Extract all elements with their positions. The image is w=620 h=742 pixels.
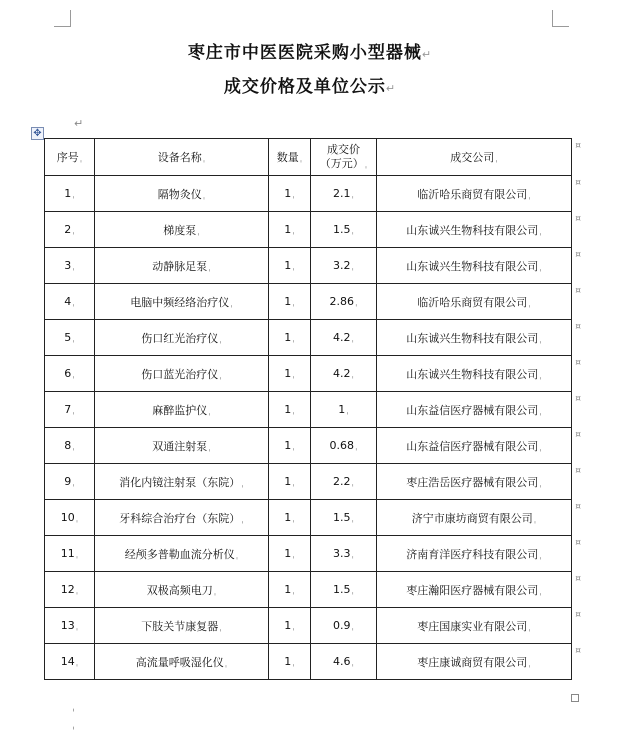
cell-company: 山东诚兴生物科技有限公司ˌ ¤ bbox=[377, 212, 572, 248]
cell-qty: 1ˌ bbox=[269, 320, 311, 356]
cell-name: 双通注射泵ˌ bbox=[95, 428, 269, 464]
table-row bbox=[45, 500, 572, 536]
cell-seq: 9ˌ bbox=[45, 464, 95, 500]
cell-seq: 11ˌ bbox=[45, 536, 95, 572]
cell-seq: 14ˌ bbox=[45, 644, 95, 680]
table-row bbox=[45, 536, 572, 572]
cell-qty: 1ˌ bbox=[269, 608, 311, 644]
header-qty: 数量ˌ bbox=[269, 139, 311, 176]
cell-name: 伤口红光治疗仪ˌ bbox=[95, 320, 269, 356]
cell-seq: 7ˌ bbox=[45, 392, 95, 428]
cell-company: 临沂哈乐商贸有限公司ˌ ¤ bbox=[377, 176, 572, 212]
header-company: 成交公司ˌ ¤ bbox=[377, 139, 572, 176]
cell-company: 山东益信医疗器械有限公司ˌ ¤ bbox=[377, 392, 572, 428]
cell-qty: 1ˌ bbox=[269, 248, 311, 284]
cell-company: 济宁市康坊商贸有限公司ˌ ¤ bbox=[377, 500, 572, 536]
paragraph-mark-icon: ˌ bbox=[72, 718, 76, 731]
cell-name: 伤口蓝光治疗仪ˌ bbox=[95, 356, 269, 392]
cell-qty: 1ˌ bbox=[269, 212, 311, 248]
cell-qty: 1ˌ bbox=[269, 644, 311, 680]
cell-company: 枣庄国康实业有限公司ˌ ¤ bbox=[377, 608, 572, 644]
crop-mark-top-left bbox=[54, 10, 71, 27]
cell-qty: 1ˌ bbox=[269, 176, 311, 212]
cell-seq: 1ˌ bbox=[45, 176, 95, 212]
cell-price: 4.2ˌ bbox=[311, 320, 377, 356]
cell-qty: 1ˌ bbox=[269, 536, 311, 572]
cell-seq: 3ˌ bbox=[45, 248, 95, 284]
cell-price: 3.2ˌ bbox=[311, 248, 377, 284]
table-row bbox=[45, 608, 572, 644]
table-row bbox=[45, 356, 572, 392]
cell-company: 济南育洋医疗科技有限公司ˌ ¤ bbox=[377, 536, 572, 572]
cell-qty: 1ˌ bbox=[269, 284, 311, 320]
cell-name: 牙科综合治疗台（东院）ˌ bbox=[95, 500, 269, 536]
cell-price: 1ˌ bbox=[311, 392, 377, 428]
cell-name: 下肢关节康复器ˌ bbox=[95, 608, 269, 644]
table-body bbox=[45, 176, 581, 680]
paragraph-mark-icon: ˌ bbox=[72, 700, 76, 713]
table-move-handle-icon[interactable]: ✥ bbox=[31, 127, 44, 140]
cell-price: 4.2ˌ bbox=[311, 356, 377, 392]
cell-price: 2.1ˌ bbox=[311, 176, 377, 212]
cell-company: 山东诚兴生物科技有限公司ˌ ¤ bbox=[377, 248, 572, 284]
cell-name: 双极高频电刀ˌ bbox=[95, 572, 269, 608]
cell-price: 0.68ˌ bbox=[311, 428, 377, 464]
cell-name: 高流量呼吸湿化仪ˌ bbox=[95, 644, 269, 680]
crop-mark-top-right bbox=[552, 10, 569, 27]
cell-qty: 1ˌ bbox=[269, 464, 311, 500]
cell-company: 山东诚兴生物科技有限公司ˌ ¤ bbox=[377, 356, 572, 392]
header-seq: 序号ˌ bbox=[45, 139, 95, 176]
table-row bbox=[45, 284, 572, 320]
cell-seq: 13ˌ bbox=[45, 608, 95, 644]
table-resize-handle-icon[interactable] bbox=[571, 694, 579, 702]
cell-qty: 1ˌ bbox=[269, 500, 311, 536]
cell-seq: 12ˌ bbox=[45, 572, 95, 608]
cell-company: 枣庄瀚阳医疗器械有限公司ˌ ¤ bbox=[377, 572, 572, 608]
table-row bbox=[45, 248, 572, 284]
cell-name: 隔物灸仪ˌ bbox=[95, 176, 269, 212]
cell-price: 2.2ˌ bbox=[311, 464, 377, 500]
document-title-line1: 枣庄市中医医院采购小型器械↵ bbox=[187, 43, 433, 63]
procurement-table bbox=[44, 138, 581, 680]
cell-qty: 1ˌ bbox=[269, 356, 311, 392]
cell-price: 4.6ˌ bbox=[311, 644, 377, 680]
cell-name: 梯度泵ˌ bbox=[95, 212, 269, 248]
cell-price: 0.9ˌ bbox=[311, 608, 377, 644]
cell-name: 电脑中频经络治疗仪ˌ bbox=[95, 284, 269, 320]
cell-seq: 5ˌ bbox=[45, 320, 95, 356]
cell-price: 1.5ˌ bbox=[311, 572, 377, 608]
cell-name: 动静脉足泵ˌ bbox=[95, 248, 269, 284]
table-row bbox=[45, 644, 572, 680]
cell-price: 3.3ˌ bbox=[311, 536, 377, 572]
cell-seq: 8ˌ bbox=[45, 428, 95, 464]
table-row bbox=[45, 176, 572, 212]
table-row bbox=[45, 212, 572, 248]
table-row bbox=[45, 464, 572, 500]
cell-qty: 1ˌ bbox=[269, 392, 311, 428]
cell-qty: 1ˌ bbox=[269, 572, 311, 608]
cell-company: 枣庄浩岳医疗器械有限公司ˌ ¤ bbox=[377, 464, 572, 500]
paragraph-mark-icon: ↵ bbox=[74, 117, 84, 130]
header-price: 成交价 （万元）ˌ bbox=[311, 139, 377, 176]
cell-name: 消化内镜注射泵（东院）ˌ bbox=[95, 464, 269, 500]
cell-company: 临沂哈乐商贸有限公司ˌ ¤ bbox=[377, 284, 572, 320]
cell-company: 枣庄康诚商贸有限公司ˌ ¤ bbox=[377, 644, 572, 680]
document-title-line2: 成交价格及单位公示↵ bbox=[223, 77, 397, 97]
cell-price: 2.86ˌ bbox=[311, 284, 377, 320]
table-header-row bbox=[45, 139, 572, 176]
cell-name: 经颅多普勒血流分析仪ˌ bbox=[95, 536, 269, 572]
cell-qty: 1ˌ bbox=[269, 428, 311, 464]
cell-seq: 10ˌ bbox=[45, 500, 95, 536]
cell-seq: 4ˌ bbox=[45, 284, 95, 320]
cell-company: 山东诚兴生物科技有限公司ˌ ¤ bbox=[377, 320, 572, 356]
cell-company: 山东益信医疗器械有限公司ˌ ¤ bbox=[377, 428, 572, 464]
cell-name: 麻醉监护仪ˌ bbox=[95, 392, 269, 428]
cell-price: 1.5ˌ bbox=[311, 212, 377, 248]
cell-seq: 2ˌ bbox=[45, 212, 95, 248]
cell-seq: 6ˌ bbox=[45, 356, 95, 392]
table-row bbox=[45, 320, 572, 356]
header-name: 设备名称ˌ bbox=[95, 139, 269, 176]
cell-price: 1.5ˌ bbox=[311, 500, 377, 536]
table-row bbox=[45, 428, 572, 464]
table-row bbox=[45, 572, 572, 608]
table-row bbox=[45, 392, 572, 428]
